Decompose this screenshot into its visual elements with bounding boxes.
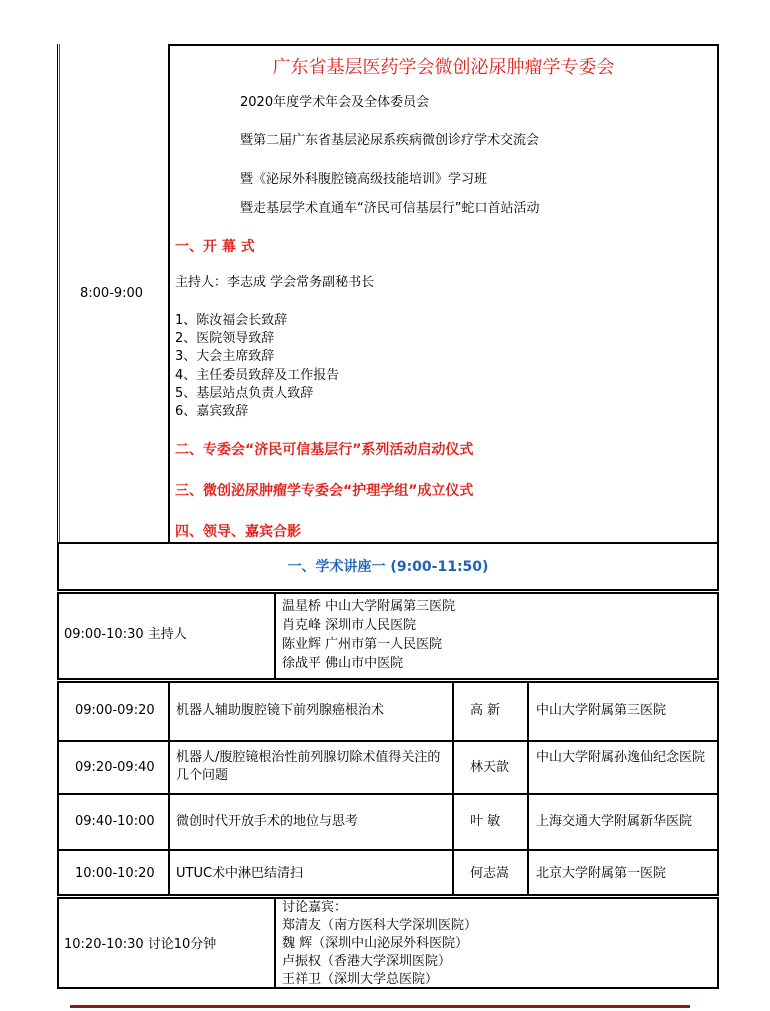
section-group-photo: 四、领导、嘉宾合影: [175, 524, 301, 540]
discussant-4: 王祥卫（深圳大学总医院）: [282, 972, 439, 987]
talk-topic: 机器人/腹腔镜根治性前列腺切除术值得关注的几个问题: [176, 750, 441, 783]
opening-subtitle-3: 暨《泌尿外科腹腔镜高级技能培训》学习班: [240, 172, 488, 187]
talk-time: 09:20-09:40: [75, 760, 155, 775]
section-launch-ceremony: 二、专委会“济民可信基层行”系列活动启动仪式: [175, 442, 474, 458]
discussant-1: 郑清友（南方医科大学深圳医院）: [282, 918, 478, 933]
talk-topic: 微创时代开放手术的地位与思考: [176, 814, 359, 829]
talk-hospital: 上海交通大学附属新华医院: [536, 814, 693, 829]
section-nursing-group: 三、微创泌尿肿瘤学专委会“护理学组”成立仪式: [175, 483, 474, 499]
talk-topic: 机器人辅助腹腔镜下前列腺癌根治术: [176, 703, 385, 718]
moderator-2: 肖克峰 深圳市人民医院: [282, 618, 417, 633]
talk-hospital: 中山大学附属第三医院: [536, 703, 667, 718]
opening-item-1: 1、陈汝福会长致辞: [175, 313, 288, 328]
opening-item-4: 4、主任委员致辞及工作报告: [175, 368, 340, 383]
opening-item-5: 5、基层站点负责人致辞: [175, 386, 314, 401]
talk-hospital: 中山大学附属孙逸仙纪念医院: [536, 750, 706, 765]
table-row: [59, 795, 717, 849]
opening-subtitle-4: 暨走基层学术直通车“济民可信基层行”蛇口首站活动: [240, 201, 540, 216]
opening-subtitle-1: 2020年度学术年会及全体委员会: [240, 95, 430, 110]
opening-item-2: 2、医院领导致辞: [175, 331, 275, 346]
opening-title: 广东省基层医药学会微创泌尿肿瘤学专委会: [272, 57, 615, 78]
talk-speaker: 高 新: [470, 703, 501, 718]
talk-time: 10:00-10:20: [75, 866, 155, 881]
talk-time: 09:40-10:00: [75, 814, 155, 829]
discussion-label: 讨论嘉宾：: [282, 900, 348, 915]
opening-item-3: 3、大会主席致辞: [175, 349, 275, 364]
discussant-3: 卢振权（香港大学深圳医院）: [282, 954, 452, 969]
footer-rule: [70, 1005, 690, 1008]
talk-speaker: 林天歆: [470, 760, 510, 775]
moderator-1: 温星桥 中山大学附属第三医院: [282, 599, 456, 614]
table-row: [59, 683, 717, 740]
talk-time: 09:00-09:20: [75, 703, 155, 718]
discussant-2: 魏 辉（深圳中山泌尿外科医院）: [282, 936, 469, 951]
opening-item-6: 6、嘉宾致辞: [175, 404, 249, 419]
discussion-time: 10:20-10:30 讨论10分钟: [64, 937, 217, 952]
moderator-time: 09:00-10:30 主持人: [64, 627, 187, 642]
moderator-3: 陈业辉 广州市第一人民医院: [282, 637, 443, 652]
opening-subtitle-2: 暨第二届广东省基层泌尿系疾病微创诊疗学术交流会: [240, 133, 540, 148]
talk-topic: UTUC术中淋巴结清扫: [176, 866, 304, 881]
moderator-4: 徐战平 佛山市中医院: [282, 656, 404, 671]
session1-heading: 一、学术讲座一 (9:00-11:50): [287, 559, 489, 575]
table-row: [59, 851, 717, 894]
talk-speaker: 叶 敏: [470, 814, 501, 829]
section-opening-ceremony: 一、开 幕 式: [175, 239, 255, 255]
talk-hospital: 北京大学附属第一医院: [536, 866, 667, 881]
table-row: [59, 742, 717, 793]
opening-time: 8:00-9:00: [80, 286, 144, 301]
opening-host: 主持人：李志成 学会常务副秘书长: [175, 275, 375, 290]
talk-speaker: 何志嵩: [470, 866, 510, 881]
